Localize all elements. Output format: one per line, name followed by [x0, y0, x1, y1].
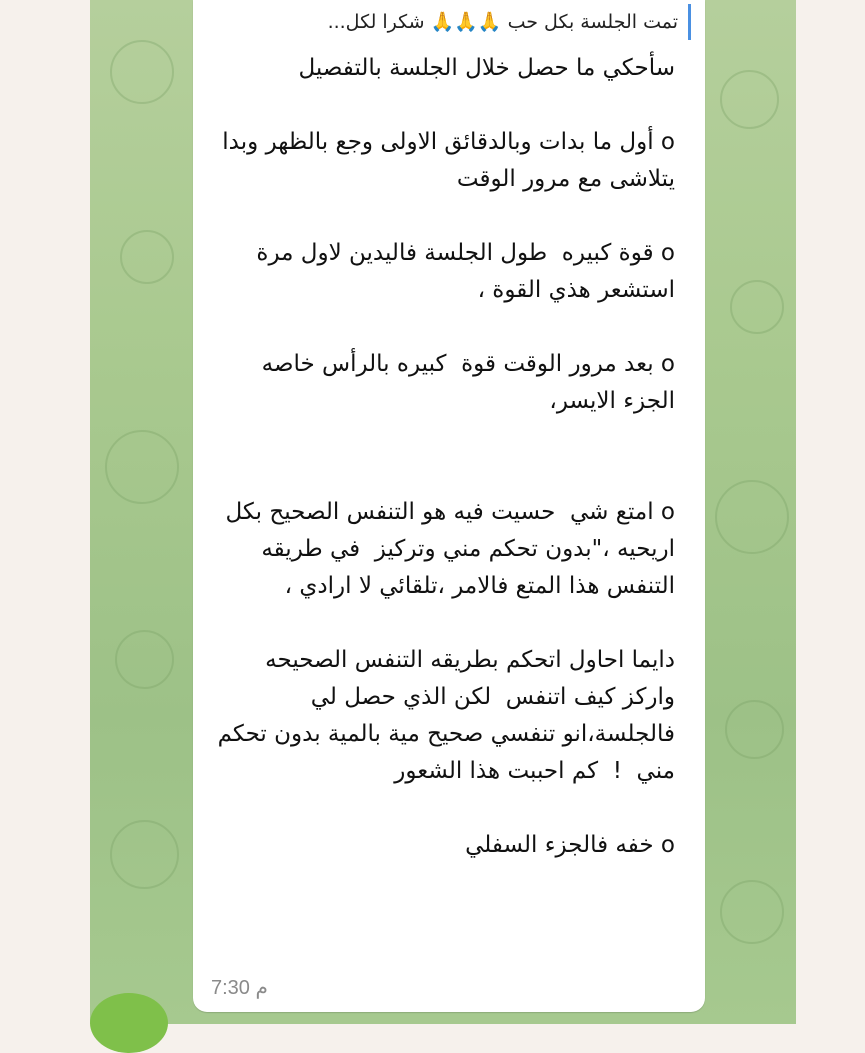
wallpaper-doodle [730, 280, 784, 334]
wallpaper-doodle [105, 430, 179, 504]
reply-preview[interactable]: تمت الجلسة بكل حب 🙏🙏🙏 شكرا لكل... [218, 4, 691, 40]
wallpaper-doodle [110, 40, 174, 104]
action-button[interactable] [90, 993, 168, 1053]
wallpaper-doodle [715, 480, 789, 554]
wallpaper-doodle [720, 70, 779, 129]
message-bubble[interactable] [193, 0, 705, 1012]
wallpaper-doodle [115, 630, 174, 689]
wallpaper-doodle [110, 820, 179, 889]
message-time: 7:30 م [211, 977, 268, 999]
wallpaper-doodle [120, 230, 174, 284]
message-text: سأحكي ما حصل خلال الجلسة بالتفصيل o أول ما بدات وبالدقائق الاولى وجع بالظهر وبدا يتلاشى مع مرور الوقت o قوة كبيره طول الجلسة فاليدين لاول مرة استشعر هذي القوة ، o بعد مرور الوقت قوة كبيره بالرأس خاصه الجزء الايسر، o امتع شي حسيت فيه هو التنفس الصحيح بكل اريحيه ،"بدون تحكم مني وتركيز في طريقه التنفس هذا المتع فالامر ،تلقائي لا ارادي ، دايما احاول اتحكم بطريقه التنفس الصحيحه واركز كيف اتنفس لكن الذي حصل لي فالجلسة،انو تنفسي صحيح مية بالمية بدون تحكم مني ! كم احببت هذا الشعور o خفه فالجزء السفلي [217, 55, 675, 858]
wallpaper-doodle [720, 880, 784, 944]
wallpaper-doodle [725, 700, 784, 759]
